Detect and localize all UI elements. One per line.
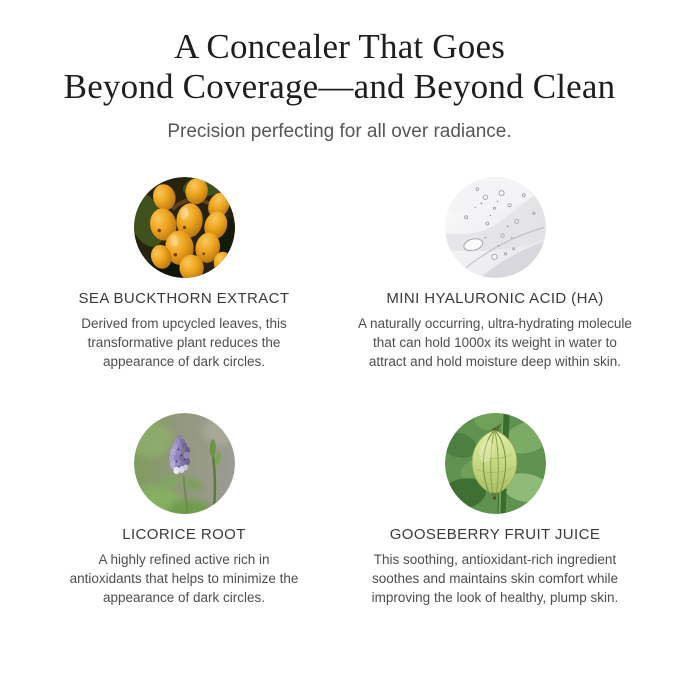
page-title bbox=[0, 27, 679, 107]
gooseberry-fruit-photo bbox=[445, 413, 546, 514]
page-title-line2: Beyond Coverage—and Beyond Clean bbox=[63, 66, 616, 106]
page-subtitle: Precision perfecting for all over radiance. bbox=[167, 120, 512, 142]
ingredient-title: LICORICE ROOT bbox=[122, 525, 246, 543]
licorice-root-flower-photo bbox=[134, 413, 235, 514]
ingredient-description: A highly refined active rich in antioxidants that helps to minimize the appearance of dark circles. bbox=[69, 551, 299, 606]
hyaluronic-acid-gel-photo bbox=[445, 177, 546, 278]
ingredient-card-licorice-root bbox=[29, 413, 340, 607]
ingredient-title: SEA BUCKTHORN EXTRACT bbox=[78, 289, 290, 307]
ingredient-title: GOOSEBERRY FRUIT JUICE bbox=[389, 525, 601, 543]
ingredient-description: Derived from upcycled leaves, this transformative plant reduces the appearance of dark circles. bbox=[81, 315, 287, 370]
ingredient-grid bbox=[29, 177, 651, 607]
ingredient-description: This soothing, antioxidant-rich ingredient soothes and maintains skin comfort while improving the look of healthy, plump skin. bbox=[371, 551, 619, 606]
page-title-line1: A Concealer That Goes bbox=[173, 27, 506, 66]
sea-buckthorn-berries-photo bbox=[134, 177, 235, 278]
ingredient-description: A naturally occurring, ultra-hydrating molecule that can hold 1000x its weight in water to attract and hold moisture deep within skin. bbox=[358, 315, 632, 370]
ingredient-card-gooseberry bbox=[340, 413, 651, 607]
ingredient-title: MINI HYALURONIC ACID (HA) bbox=[386, 289, 604, 307]
ingredient-card-hyaluronic-acid bbox=[340, 177, 651, 413]
ingredient-card-sea-buckthorn bbox=[29, 177, 340, 413]
